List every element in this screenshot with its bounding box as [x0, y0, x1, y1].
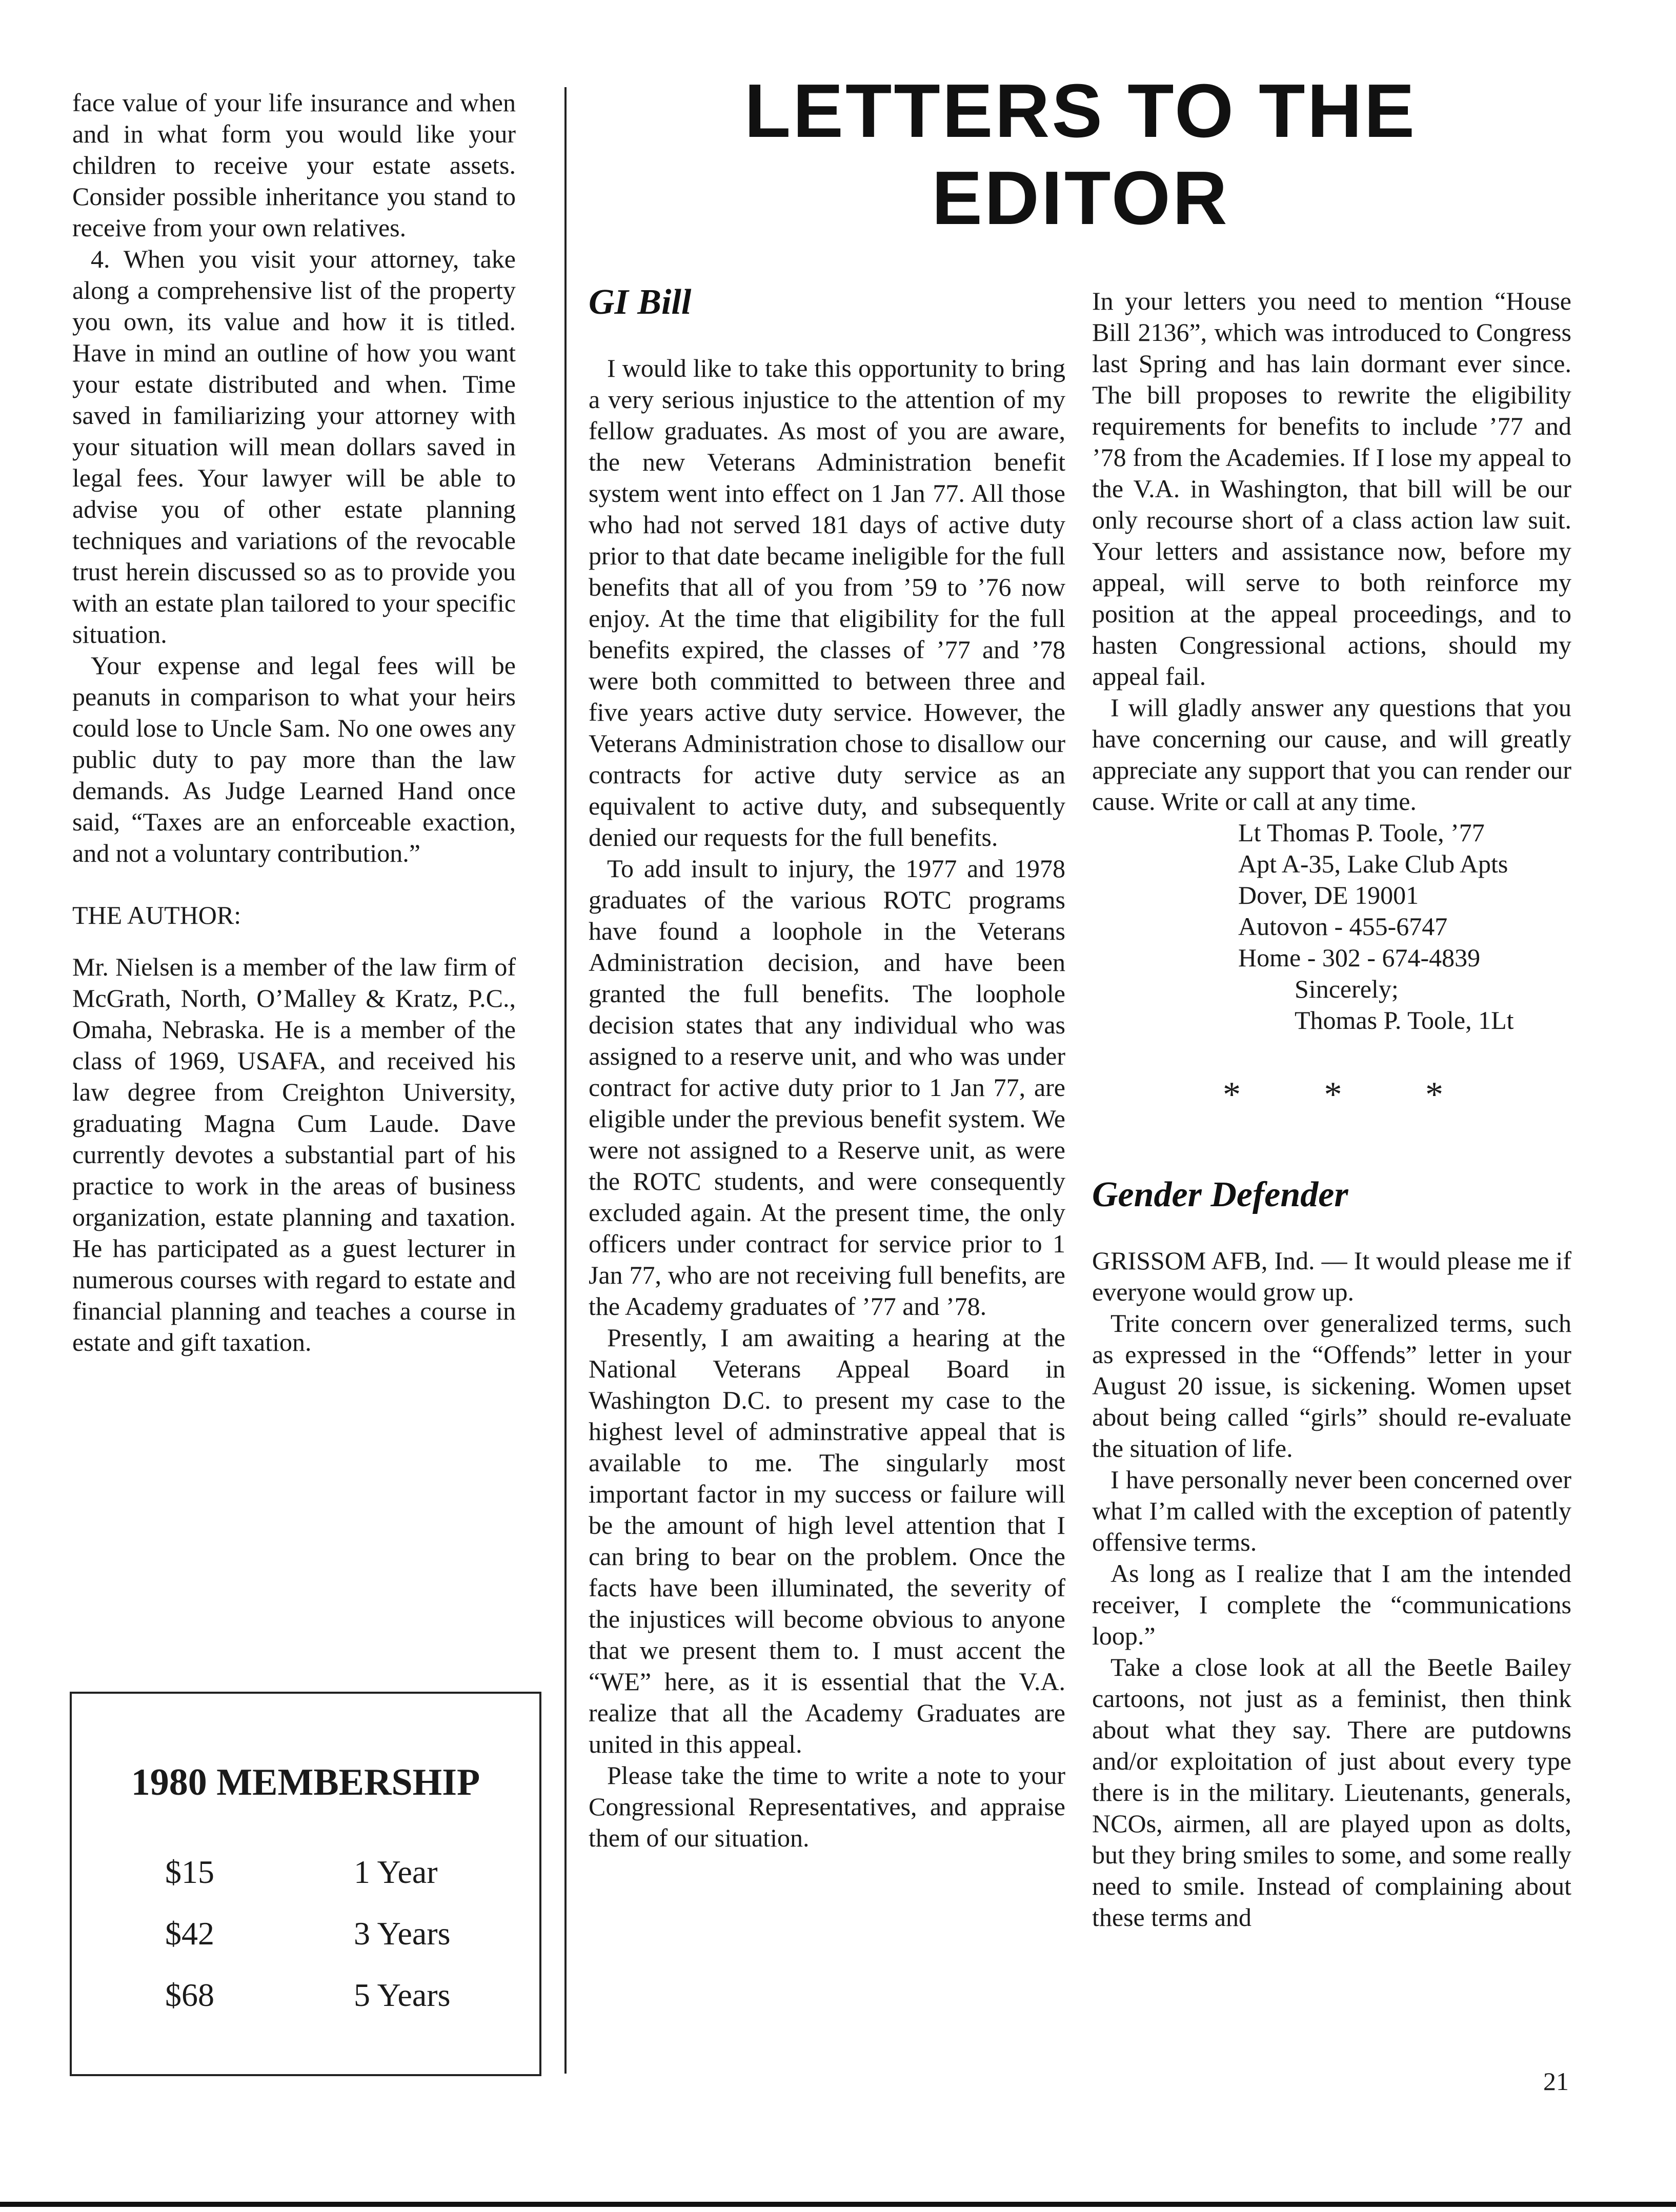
membership-term: 3 Years [354, 1915, 451, 1952]
signature-address-line: Dover, DE 19001 [1238, 881, 1419, 909]
membership-title: 1980 MEMBERSHIP [131, 1761, 480, 1803]
letter-paragraph: To add insult to injury, the 1977 and 1978 graduates of the various ROTC programs have found a loophole in the Veterans Administration decision, and have been granted the full benefits. The loophole decision states that any individual who was assigned to a reserve unit, and who was under contract for active duty prior to 1 Jan 77, are eligible under the previous benefit system. We were not assigned to a Reserve unit, as were the ROTC students, and were consequently excluded again. At the present time, the only officers under contract for service prior to 1 Jan 77, who are not receiving full benefits, are the Academy graduates of ’77 and ’78. [589, 854, 1065, 1321]
membership-box [70, 1692, 541, 2076]
letter-paragraph: I will gladly answer any questions that you have concerning our cause, and will greatly appreciate any support that you can render our cause. Write or call at any time. [1092, 693, 1571, 816]
letter-paragraph: In your letters you need to mention “House Bill 2136”, which was introduced to Congress last Spring and has lain dormant ever since. The bill proposes to rewrite the eligibility requirements for benefits to include ’77 and ’78 from the Academies. If I lose my appeal to the V.A. in Washington, that bill will be our only recourse short of a class action law suit. Your letters and assistance now, before my appeal, will serve to both reinforce my position at the appeal proceedings, and to hasten Congressional actions, should my appeal fail. [1092, 287, 1571, 691]
letter-paragraph: GRISSOM AFB, Ind. — It would please me if everyone would grow up. [1092, 1246, 1571, 1306]
section-separator [1223, 1077, 1443, 1113]
letter-paragraph: I would like to take this opportunity to bring a very serious injustice to the attention of my fellow graduates. As most of you are aware, the new Veterans Administration benefit system went into effect on 1 Jan 77. All those who had not served 181 days of active duty prior to that date became ineligible for the full benefits that all of you from ’59 to ’76 now enjoy. At the time that eligibility for the full benefits expired, the classes of ’77 and ’78 were both committed to between three and five years active duty service. However, the Veterans Administration chose to disallow our contracts for active duty service as an equivalent to active duty, and subsequently denied our requests for the full benefits. [589, 354, 1065, 851]
letter-paragraph: Presently, I am awaiting a hearing at the National Veterans Appeal Board in Washington D.C. to present my case to the highest level of adminstrative appeal that is available to me. The singularly most important factor in my success or failure will be the amount of high level attention that I can bring to bear on the problem. Once the facts have been illuminated, the severity of the injustices will become obvious to anyone that we present them to. I must accent the “WE” here, as it is essential that the V.A. realize that all the Academy Graduates are united in this appeal. [589, 1323, 1065, 1758]
article-paragraph: Your expense and legal fees will be peanuts in comparison to what your heirs could lose to Uncle Sam. No one owes any public duty to pay more than the law demands. As Judge Learned Hand once said, “Taxes are an enforceable exaction, and not a voluntary contribution.” [72, 651, 516, 867]
article-paragraph: face value of your life insurance and when and in what form you would like your children to receive your estate assets. Consider possible inheritance you stand to receive from your own relatives. [72, 88, 516, 242]
signature-address-line: Apt A-35, Lake Club Apts [1238, 849, 1508, 878]
bottom-rule [0, 2202, 1676, 2207]
letter-paragraph: As long as I realize that I am the intended receiver, I complete the “communications loop.” [1092, 1559, 1571, 1650]
gender-defender-title: Gender Defender [1092, 1175, 1348, 1214]
membership-price: $15 [165, 1854, 214, 1890]
article-paragraph: 4. When you visit your attorney, take along a comprehensive list of the property you own, its value and how it is titled. Have in mind an outline of how you want your estate distributed and when. Time saved in familiarizing your attorney with your situation will mean dollars saved in legal fees. Your lawyer will be able to advise you of other estate planning techniques and variations of the revocable trust herein discussed so as to provide you with an estate plan tailored to your specific situation. [72, 245, 516, 648]
signature-closing: Sincerely; [1295, 975, 1399, 1003]
membership-price: $68 [165, 1977, 214, 2013]
signature-signed: Thomas P. Toole, 1Lt [1295, 1006, 1514, 1034]
page-number: 21 [1543, 2067, 1569, 2096]
column-divider [564, 87, 567, 2074]
author-label: THE AUTHOR: [72, 901, 241, 929]
star-icon: * [1425, 1075, 1443, 1114]
signature-name: Lt Thomas P. Toole, ’77 [1238, 818, 1485, 847]
star-icon: * [1223, 1075, 1241, 1114]
signature-autovon: Autovon - 455-6747 [1238, 912, 1448, 941]
author-bio: Mr. Nielsen is a member of the law firm of McGrath, North, O’Malley & Kratz, P.C., Omaha, Nebraska. He is a member of the class of 1969, USAFA, and received his law degree from Creighton University, graduating Magna Cum Laude. Dave currently devotes a substantial part of his practice to work in the areas of business organization, estate planning and taxation. He has participated as a guest lecturer in numerous courses with regard to estate and financial planning and teaches a course in estate and gift taxation. [72, 952, 516, 1356]
left-column [72, 87, 516, 1358]
gi-bill-column [589, 282, 1065, 1854]
right-column [1092, 286, 1571, 1933]
page-headline: LETTERS TO THE EDITOR [744, 69, 1417, 240]
signature-home-phone: Home - 302 - 674-4839 [1238, 943, 1481, 972]
gi-bill-title: GI Bill [589, 282, 692, 322]
star-icon: * [1324, 1075, 1342, 1114]
membership-price: $42 [165, 1915, 214, 1952]
membership-term: 1 Year [354, 1854, 438, 1890]
letter-paragraph: I have personally never been concerned over what I’m called with the exception of patently offensive terms. [1092, 1465, 1571, 1556]
letter-paragraph: Trite concern over generalized terms, such as expressed in the “Offends” letter in your August 20 issue, is sickening. Women upset about being called “girls” should re-evaluate the situation of life. [1092, 1309, 1571, 1463]
letter-paragraph: Please take the time to write a note to your Congressional Representatives, and appraise them of our situation. [589, 1761, 1065, 1852]
letter-paragraph: Take a close look at all the Beetle Bailey cartoons, not just as a feminist, then think about what they say. There are putdowns and/or exploitation of just about every type there is in the military. Lieutenants, generals, NCOs, airmen, all are played upon as dolts, but they bring smiles to some, and some really need to smile. Instead of complaining about these terms and [1092, 1653, 1571, 1932]
membership-term: 5 Years [354, 1977, 451, 2013]
